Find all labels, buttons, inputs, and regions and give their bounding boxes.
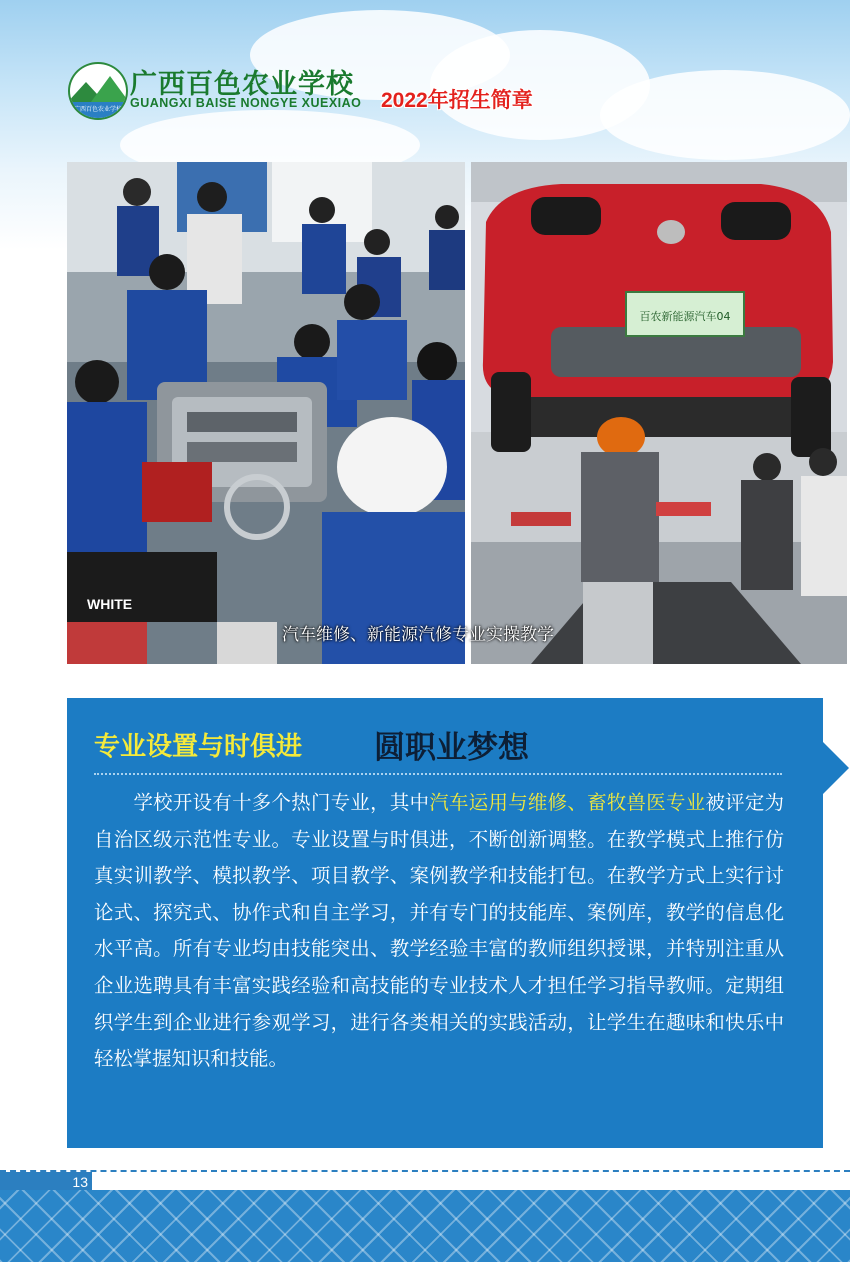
school-name-en: GUANGXI BAISE NONGYE XUEXIAO	[130, 96, 362, 110]
plate-text: 百农新能源汽车04	[639, 310, 731, 323]
footer-pattern-band	[0, 1190, 850, 1262]
photo-engine-practice-art	[67, 162, 465, 664]
page-number: 13	[0, 1172, 92, 1192]
body-text-highlight: 汽车运用与维修、畜牧兽医专业	[429, 791, 706, 814]
dotted-divider	[94, 773, 782, 775]
logo-text: 广西百色农业学校	[73, 106, 122, 113]
footer-dashed-line	[0, 1170, 850, 1172]
photo-ev-lift-art	[471, 162, 847, 664]
section-heading: 专业设置与时俱进	[94, 732, 303, 762]
photo-ev-lift	[471, 162, 847, 664]
school-name-cn: 广西百色农业学校	[130, 69, 354, 100]
cloud	[600, 70, 850, 160]
brochure-title: 2022年招生简章	[381, 89, 533, 112]
shirt-text: WHITE	[87, 596, 133, 612]
body-text-start: 学校开设有十多个热门专业，其中	[133, 791, 430, 814]
photo-caption: 汽车维修、新能源汽修专业实操教学	[282, 625, 554, 645]
section-body	[94, 785, 784, 1078]
photo-engine-practice	[67, 162, 465, 664]
school-logo	[68, 62, 128, 120]
body-text-rest: 被评定为自治区级示范性专业。专业设置与时俱进，不断创新调整。在教学模式上推行仿真实训教学、模拟教学、项目教学、案例教学和技能打包。在教学方式上实行讨论式、探究式、协作式和自主学习，并有专门的技能库、案例库，教学的信息化水平高。所有专业均由技能突出、教学经验丰富的教师组织授课，并特别注重从企业选聘具有丰富实践经验和高技能的专业技术人才担任学习指导教师。定期组织学生到企业进行参观学习，进行各类相关的实践活动，让学生在趣味和快乐中轻松掌握知识和技能。	[94, 791, 785, 1071]
section-subheading: 圆职业梦想	[374, 730, 529, 766]
panel-arrow	[823, 742, 849, 794]
